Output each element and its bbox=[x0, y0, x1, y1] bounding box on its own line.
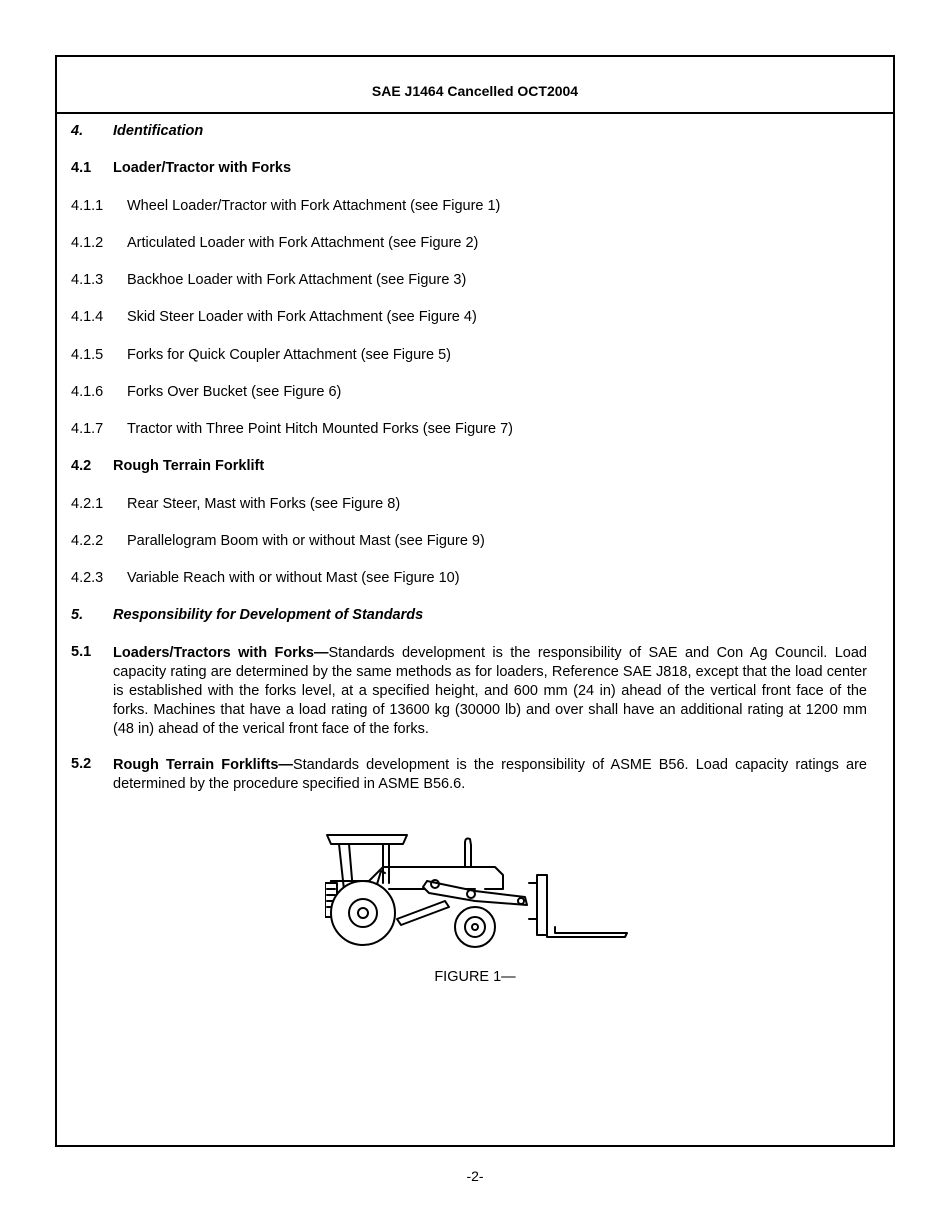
paragraph bbox=[113, 644, 867, 739]
tractor-forklift-illustration bbox=[325, 831, 635, 961]
document-frame bbox=[55, 55, 895, 1147]
section-title: Wheel Loader/Tractor with Fork Attachment (see Figure 1) bbox=[127, 198, 501, 214]
section-number: 4.1.6 bbox=[71, 384, 104, 400]
section-number: 4. bbox=[71, 123, 84, 139]
section-number: 4.2 bbox=[71, 458, 92, 474]
section-title: Articulated Loader with Fork Attachment (see Figure 2) bbox=[127, 235, 479, 251]
paragraph bbox=[113, 756, 867, 794]
section-number: 4.1.2 bbox=[71, 235, 104, 251]
section-number: 4.1.1 bbox=[71, 198, 104, 214]
section-title: Forks Over Bucket (see Figure 6) bbox=[127, 384, 342, 400]
section-title: Loader/Tractor with Forks bbox=[113, 160, 292, 176]
paragraph-title: Rough Terrain Forklifts— bbox=[113, 757, 293, 773]
paragraph-body: Standards development is the responsibility of ASME B56. Load capacity ratings are determined by the procedure specified in ASME B56.6. bbox=[113, 757, 867, 792]
section-title: Skid Steer Loader with Fork Attachment (see Figure 4) bbox=[127, 309, 477, 325]
section-title: Parallelogram Boom with or without Mast (see Figure 9) bbox=[127, 533, 485, 549]
document-header bbox=[57, 57, 893, 114]
section-title: Identification bbox=[113, 123, 204, 139]
section-number: 4.2.2 bbox=[71, 533, 104, 549]
section-title: Forks for Quick Coupler Attachment (see Figure 5) bbox=[127, 347, 451, 363]
section-title: Rear Steer, Mast with Forks (see Figure 8) bbox=[127, 496, 401, 512]
paragraph-number: 5.1 bbox=[71, 644, 92, 660]
section-number: 4.1.4 bbox=[71, 309, 104, 325]
section-number: 4.2.3 bbox=[71, 570, 104, 586]
section-title: Rough Terrain Forklift bbox=[113, 458, 265, 474]
section-title: Backhoe Loader with Fork Attachment (see Figure 3) bbox=[127, 272, 467, 288]
section-number: 4.1 bbox=[71, 160, 92, 176]
paragraph-body: Standards development is the responsibility of SAE and Con Ag Council. Load capacity rating are determined by the same methods as for loaders, Reference SAE J818, except that the load center is established with the forks level, at a specified height, and 600 mm (24 in) ahead of the vertical front face of the forks. Machines that have a load rating of 13600 kg (30000 lb) and over shall have an additional rating at 1200 mm (48 in) ahead of the verical front face of the forks. bbox=[113, 645, 867, 737]
page-number: -2- bbox=[466, 1168, 484, 1184]
section-title: Variable Reach with or without Mast (see Figure 10) bbox=[127, 570, 460, 586]
section-number: 4.1.5 bbox=[71, 347, 104, 363]
figure-caption: FIGURE 1— bbox=[434, 969, 516, 985]
paragraph-number: 5.2 bbox=[71, 756, 92, 772]
section-number: 4.1.7 bbox=[71, 421, 104, 437]
section-number: 5. bbox=[71, 607, 84, 623]
section-number: 4.1.3 bbox=[71, 272, 104, 288]
section-title: Responsibility for Development of Standards bbox=[113, 607, 424, 623]
section-title: Tractor with Three Point Hitch Mounted Forks (see Figure 7) bbox=[127, 421, 514, 437]
document-title: SAE J1464 Cancelled OCT2004 bbox=[371, 82, 579, 99]
paragraph-title: Loaders/Tractors with Forks— bbox=[113, 645, 329, 661]
section-number: 4.2.1 bbox=[71, 496, 104, 512]
